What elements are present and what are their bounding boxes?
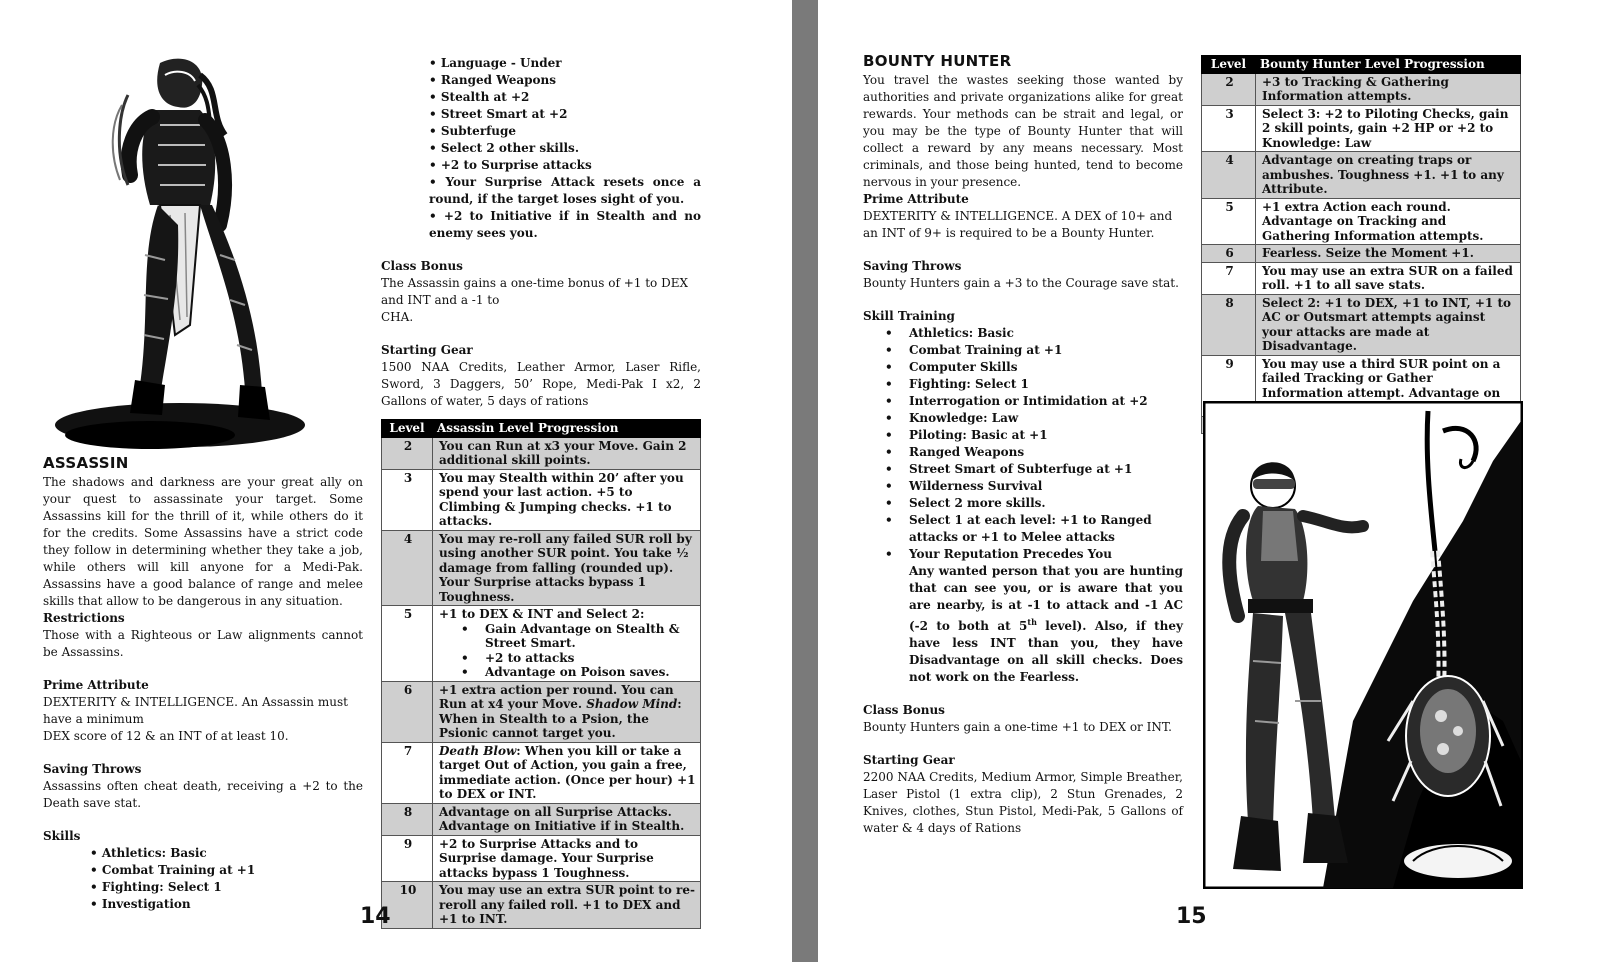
bh-saving-throws	[863, 258, 1183, 292]
bounty-hunter-title: BOUNTY HUNTER	[863, 52, 1012, 70]
row-text: You may use an extra SUR on a failed roll. +1 to all save stats.	[1256, 262, 1521, 294]
row-level: 9	[1202, 355, 1256, 416]
table-row	[382, 606, 701, 682]
row-text: +3 to Tracking & Gathering Information attempts.	[1256, 73, 1521, 105]
row-level: 7	[382, 742, 433, 803]
assassin-starting-gear	[381, 342, 701, 410]
class-bonus-text-2: CHA.	[381, 310, 414, 324]
row-level: 6	[382, 681, 433, 742]
assassin-class-bonus	[381, 258, 701, 326]
skill-item: • Wilderness Survival	[885, 478, 1183, 495]
skill-item: • Combat Training at +1	[885, 342, 1183, 359]
prime-attribute-title: Prime Attribute	[43, 678, 149, 692]
skill-item: • Investigation	[90, 896, 363, 913]
table-row	[382, 469, 701, 530]
skill-item: • Ranged Weapons	[429, 72, 701, 89]
assassin-prime-attribute	[43, 677, 363, 745]
class-bonus-title: Class Bonus	[863, 703, 945, 717]
bh-starting-gear	[863, 752, 1183, 837]
sub-item: • Advantage on Poison saves.	[461, 665, 696, 680]
table-row	[1202, 73, 1521, 105]
restrictions-title: Restrictions	[43, 611, 125, 625]
row-text: Fearless. Seize the Moment +1.	[1256, 245, 1521, 263]
skills-list-continued	[381, 55, 701, 242]
skill-training-list	[863, 325, 1183, 563]
row-text-after: : When you kill or take a target Out of Action, you gain a free, immediate action. (Once per hour) +1 to DEX or INT.	[439, 743, 696, 801]
skill-item: • Interrogation or Intimidation at +2	[885, 393, 1183, 410]
row-text: You may use a third SUR point on a failed Tracking or Gather Information attempt. Advantage on	[1256, 355, 1521, 416]
skill-item: • Street Smart at +2	[429, 106, 701, 123]
assassin-column-2	[381, 55, 701, 410]
table-row	[1202, 198, 1521, 245]
row-text: You may re-roll any failed SUR roll by using another SUR point. You take ½ damage from falling (rounded up). Your Surprise attacks bypass 1 Toughness.	[433, 530, 701, 606]
table-row	[382, 835, 701, 882]
skill-item: • Select 2 other skills.	[429, 140, 701, 157]
bounty-hunter-intro: You travel the wastes seeking those wanted by authorities and private organizations alike for great rewards. Your methods can be strait and legal, or you may be the type of Bounty Hunter that will collect a reward by any means necessary. Most criminals, and those being hunted, tend to become nervous in your presence.	[863, 73, 1183, 189]
skill-training-title: Skill Training	[863, 309, 955, 323]
row-text: You may use an extra SUR point to re-reroll any failed roll. +1 to DEX and +1 to INT.	[433, 882, 701, 929]
row-text: +1 extra action per round. You can Run at x4 your Move.	[439, 682, 674, 711]
skill-item: • Your Reputation Precedes You	[885, 546, 1183, 563]
row-text: +2 to Surprise Attacks and to Surprise damage. Your Surprise attacks bypass 1 Toughness.	[433, 835, 701, 882]
prime-attribute-title: Prime Attribute	[863, 192, 969, 206]
row-text: Select 3: +2 to Piloting Checks, gain 2 skill points, gain +2 HP or +2 to Knowledge: Law	[1256, 105, 1521, 152]
skill-item: • Combat Training at +1	[90, 862, 363, 879]
skill-item: • Computer Skills	[885, 359, 1183, 376]
row-level: 10	[382, 882, 433, 929]
table-row	[382, 742, 701, 803]
bounty-hunter-column	[863, 53, 1183, 837]
bounty-hunter-progression-table	[1201, 55, 1521, 434]
row-level: 5	[382, 606, 433, 682]
saving-throws-title: Saving Throws	[863, 259, 962, 273]
skills-title: Skills	[43, 829, 81, 843]
skill-item: • +2 to Initiative if in Stealth and no enemy sees you.	[429, 208, 701, 242]
starting-gear-title: Starting Gear	[863, 753, 955, 767]
row-level: 9	[382, 835, 433, 882]
table-header	[1202, 56, 1521, 74]
row-level: 6	[1202, 245, 1256, 263]
bh-skill-training	[863, 308, 1183, 686]
row-text: +1 to DEX & INT and Select 2:	[439, 607, 645, 621]
assassin-restrictions	[43, 610, 363, 661]
class-bonus-text-1: The Assassin gains a one-time bonus of +1 to DEX and INT and a -1 to	[381, 276, 688, 307]
row-level: 5	[1202, 198, 1256, 245]
saving-throws-title: Saving Throws	[43, 762, 142, 776]
row-italic: Death Blow	[439, 743, 517, 758]
skill-item: • Stealth at +2	[429, 89, 701, 106]
row-text: Advantage on creating traps or ambushes. Toughness +1. +1 to any Attribute.	[1256, 152, 1521, 199]
left-page	[0, 0, 792, 962]
saving-throws-text: Bounty Hunters gain a +3 to the Courage save stat.	[863, 276, 1179, 290]
page-number-left: 14	[360, 904, 391, 929]
assassin-skills	[43, 828, 363, 913]
starting-gear-title: Starting Gear	[381, 343, 473, 357]
row-text-after: : When in Stealth to a Psion, the Psionic cannot target you.	[439, 697, 682, 740]
row-cell	[433, 606, 701, 682]
row-cell	[433, 681, 701, 742]
class-bonus-title: Class Bonus	[381, 259, 463, 273]
starting-gear-text: 1500 NAA Credits, Leather Armor, Laser Rifle, Sword, 3 Daggers, 50’ Rope, Medi-Pak I x2, 2 Gallons of water, 5 days of rations	[381, 360, 701, 408]
prime-attribute-text-2: DEX score of 12 & an INT of at least 10.	[43, 729, 289, 743]
assassin-illustration	[40, 55, 310, 450]
col-level: Level	[1202, 56, 1256, 74]
row-level: 4	[382, 530, 433, 606]
prime-attribute-text-1: DEXTERITY & INTELLIGENCE. An Assassin must have a minimum	[43, 695, 348, 726]
skill-item: • Select 1 at each level: +1 to Ranged attacks or +1 to Melee attacks	[885, 512, 1183, 546]
row-level: 8	[382, 803, 433, 835]
sub-item: • +2 to attacks	[461, 651, 696, 666]
assassin-intro: The shadows and darkness are your great ally on your quest to assassinate your target. Some Assassins kill for the thrill of it, while others do it for the credits. Some Assassins have a strict code they follow in determining whether they take a job, while others will kill anyone for a Medi-Pak. Assassins have a good balance of range and melee skills that allow to be dangerous in any situation.	[43, 475, 363, 608]
class-bonus-text: Bounty Hunters gain a one-time +1 to DEX or INT.	[863, 720, 1172, 734]
skill-item: • Knowledge: Law	[885, 410, 1183, 427]
skill-item: • Piloting: Basic at +1	[885, 427, 1183, 444]
assassin-progression-table	[381, 419, 701, 929]
bounty-hunter-illustration	[1203, 401, 1523, 889]
skill-item: • Subterfuge	[429, 123, 701, 140]
reputation-text	[863, 563, 1183, 686]
table-row	[382, 803, 701, 835]
table-row	[382, 437, 701, 469]
row-text: +1 extra Action each round. Advantage on Tracking and Gathering Information attempts.	[1256, 198, 1521, 245]
page-number-right: 15	[1176, 904, 1207, 929]
bh-prime-attribute	[863, 191, 1183, 242]
table-header	[382, 420, 701, 438]
reputation-sup: th	[1027, 617, 1037, 627]
row-text: You can Run at x3 your Move. Gain 2 additional skill points.	[433, 437, 701, 469]
col-title: Bounty Hunter Level Progression	[1256, 56, 1521, 74]
row-level: 3	[1202, 105, 1256, 152]
row-level: 2	[382, 437, 433, 469]
skill-item: • Ranged Weapons	[885, 444, 1183, 461]
row-level: 3	[382, 469, 433, 530]
table-row	[1202, 294, 1521, 355]
table-row	[1202, 245, 1521, 263]
restrictions-text: Those with a Righteous or Law alignments cannot be Assassins.	[43, 628, 363, 659]
skill-item: • Athletics: Basic	[885, 325, 1183, 342]
row-italic: Shadow Mind	[586, 697, 678, 711]
table-row	[1202, 152, 1521, 199]
reputation-text-a: Any wanted person that you are hunting that can see you, or is aware that you are nearby, is at -1 to attack and -1 AC (-2 to both at 5	[909, 564, 1183, 633]
skill-item: • Language - Under	[429, 55, 701, 72]
row-level: 8	[1202, 294, 1256, 355]
assassin-saving-throws	[43, 761, 363, 812]
saving-throws-text: Assassins often cheat death, receiving a +2 to the Death save stat.	[43, 779, 363, 810]
starting-gear-text: 2200 NAA Credits, Medium Armor, Simple Breather, Laser Pistol (1 extra clip), 2 Stun Grenades, 2 Knives, clothes, Stun Pistol, Medi-Pak, 5 Gallons of water & 4 days of Rations	[863, 770, 1183, 835]
skill-item: • +2 to Surprise attacks	[429, 157, 701, 174]
row-text: Advantage on all Surprise Attacks. Advantage on Initiative if in Stealth.	[433, 803, 701, 835]
skill-item: • Athletics: Basic	[90, 845, 363, 862]
row-sublist	[439, 622, 696, 680]
row-level: 4	[1202, 152, 1256, 199]
row-cell	[433, 742, 701, 803]
row-text: Select 2: +1 to DEX, +1 to INT, +1 to AC or Outsmart attempts against your attacks are made at Disadvantage.	[1256, 294, 1521, 355]
table-row	[1202, 262, 1521, 294]
page-gutter	[792, 0, 818, 962]
assassin-column-1	[43, 455, 363, 913]
skill-item: • Fighting: Select 1	[90, 879, 363, 896]
row-level: 7	[1202, 262, 1256, 294]
table-row	[382, 681, 701, 742]
bh-class-bonus	[863, 702, 1183, 736]
skill-item: • Street Smart of Subterfuge at +1	[885, 461, 1183, 478]
prime-attribute-text: DEXTERITY & INTELLIGENCE. A DEX of 10+ and an INT of 9+ is required to be a Bounty Hunter.	[863, 209, 1173, 240]
skills-list	[43, 845, 363, 913]
row-level: 2	[1202, 73, 1256, 105]
row-text: You may Stealth within 20’ after you spend your last action. +5 to Climbing & Jumping checks. +1 to attacks.	[433, 469, 701, 530]
sub-item: • Gain Advantage on Stealth & Street Smart.	[461, 622, 696, 651]
skill-item: • Your Surprise Attack resets once a round, if the target loses sight of you.	[429, 174, 701, 208]
table-row	[382, 882, 701, 929]
reputation-text-b: level). Also, if they have less INT than you, they have Disadvantage on all skill checks. Does not work on the Fearless.	[909, 619, 1183, 684]
table-row	[382, 530, 701, 606]
col-level: Level	[382, 420, 433, 438]
assassin-title: ASSASSIN	[43, 454, 129, 472]
col-title: Assassin Level Progression	[433, 420, 701, 438]
table-row	[1202, 105, 1521, 152]
right-page	[818, 0, 1602, 962]
skill-item: • Select 2 more skills.	[885, 495, 1183, 512]
skill-item: • Fighting: Select 1	[885, 376, 1183, 393]
